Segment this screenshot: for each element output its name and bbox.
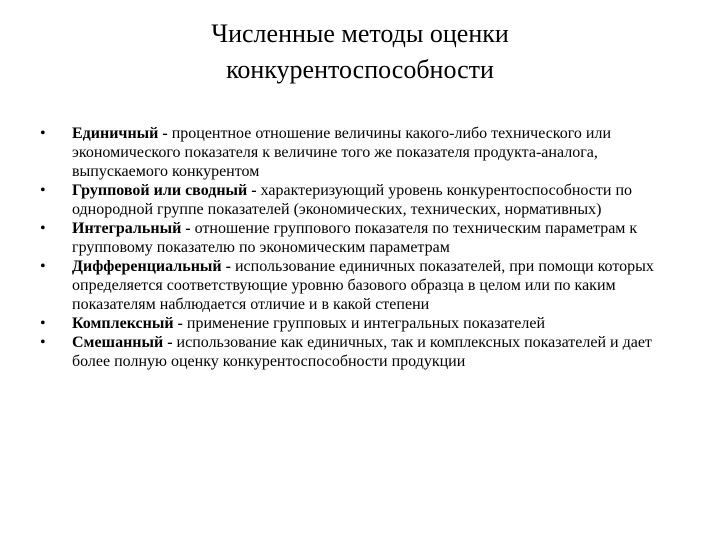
item-term: Комплексный - (72, 315, 187, 332)
list-item (40, 181, 680, 219)
bullet-list (40, 124, 680, 371)
item-description: использование как единичных, так и комплексных показателей и дает более полную оценку конкурентоспособности продукции (72, 334, 652, 370)
item-description: использование единичных показателей, при помощи которых определяется соответствующие уровню базового образца в целом или по каким показателям наблюдается отличие и в какой степени (72, 258, 654, 313)
item-description: применение групповых и интегральных показателей (186, 315, 546, 332)
item-term: Дифференциальный - (72, 258, 235, 275)
list-item (40, 314, 680, 333)
list-item (40, 124, 680, 181)
bullet-dot-icon: • (40, 334, 46, 351)
item-term: Групповой или сводный - (72, 182, 261, 199)
bullet-dot-icon: • (40, 125, 46, 142)
bullet-dot-icon: • (40, 258, 46, 275)
item-term: Единичный - (72, 125, 172, 142)
bullet-dot-icon: • (40, 315, 46, 332)
item-description: процентное отношение величины какого-либо технического или экономического показателя к величине того же показателя продукта-аналога, выпускаемого конкурентом (72, 125, 612, 180)
item-term: Интегральный - (72, 220, 195, 237)
slide-title-line-1: Численные методы оценки (211, 19, 509, 48)
item-term: Смешанный - (72, 334, 177, 351)
list-item (40, 333, 680, 371)
list-item (40, 219, 680, 257)
bullet-dot-icon: • (40, 220, 46, 237)
slide-title-line-2: конкурентоспособности (226, 55, 494, 84)
item-description: отношение группового показателя по техническим параметрам к групповому показателю по экономическим параметрам (72, 220, 638, 256)
bullet-dot-icon: • (40, 182, 46, 199)
slide-title (90, 16, 630, 88)
item-description: характеризующий уровень конкурентоспособности по однородной группе показателей (экономических, технических, нормативных) (72, 182, 633, 218)
list-item (40, 257, 680, 314)
